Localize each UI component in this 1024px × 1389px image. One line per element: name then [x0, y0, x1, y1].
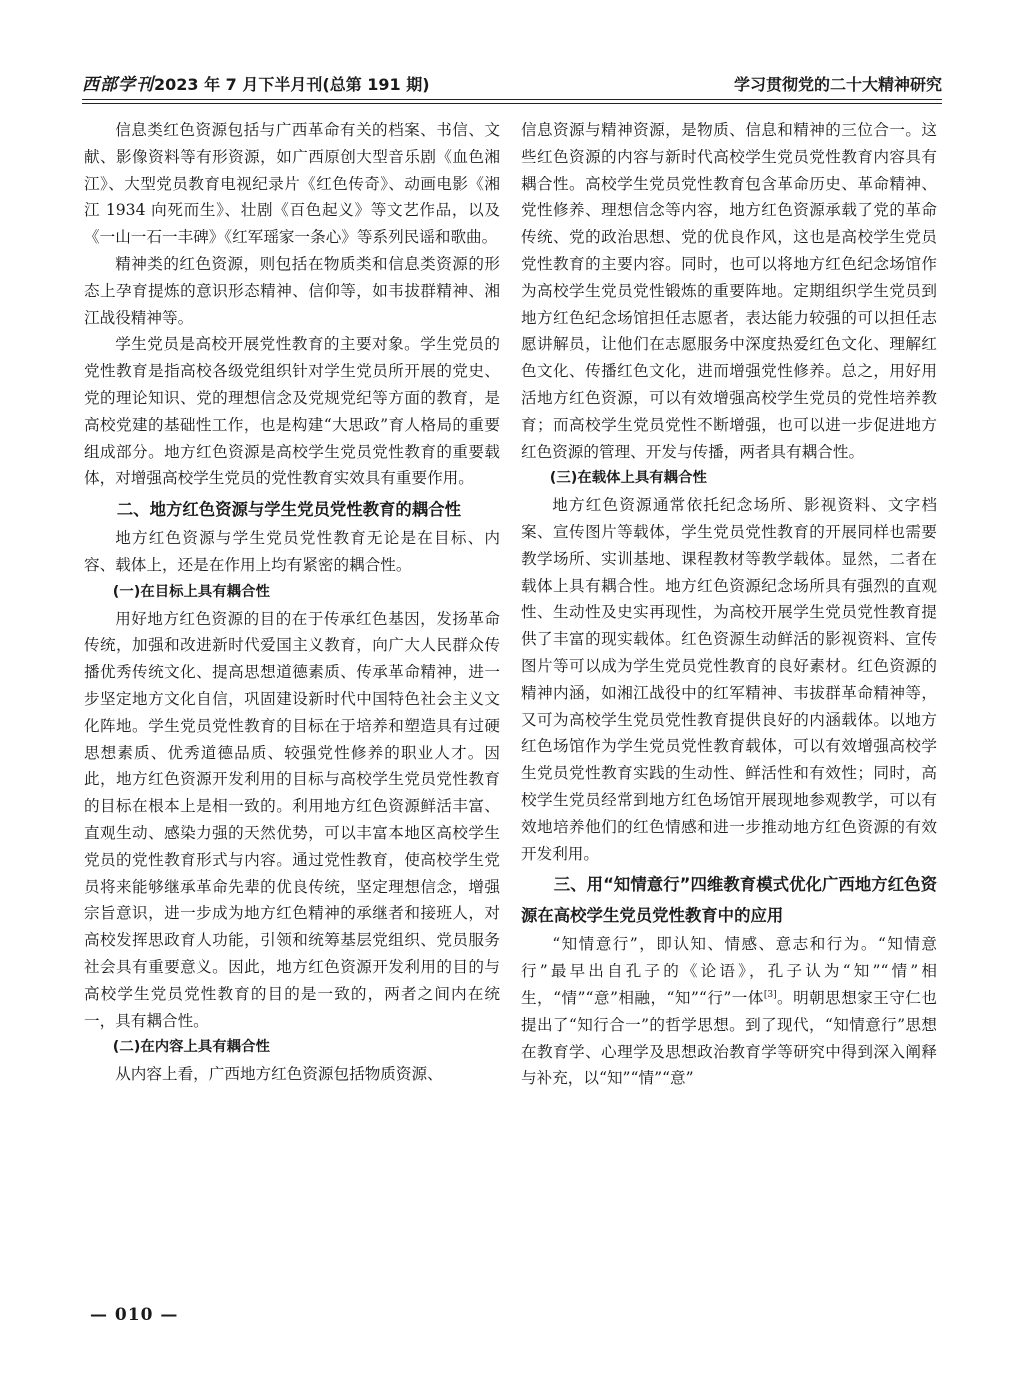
journal-logo: 西部学刊: [82, 75, 154, 95]
paragraph-text: “知情意行”，即认知、情感、意志和行为。“知情意行”最早出自孔子的《论语》，孔子认为“知”“情”相生，“情”“意”相融，“知”“行”一体: [521, 935, 937, 1007]
subsection-heading: (一)在目标上具有耦合性: [112, 583, 270, 600]
header-rule: [82, 99, 942, 100]
paragraph: 用好地方红色资源的目的在于传承红色基因，发扬革命传统，加强和改进新时代爱国主义教育，向广大人民群众传播优秀传统文化、提高思想道德素质、传承革命精神，进一步坚定地方文化自信，巩固建设新时代中国特色社会主义文化阵地。学生党员党性教育的目标在于培养和塑造具有过硬思想素质、优秀道德品质、较强党性修养的职业人才。因此，地方红色资源开发利用的目标与高校学生党员党性教育的目标在根本上是相一致的。利用地方红色资源鲜活丰富、直观生动、感染力强的天然优势，可以丰富本地区高校学生党员的党性教育形式与内容。通过党性教育，使高校学生党员将来能够继承革命先辈的优良传统，坚定理想信念，增强宗旨意识，进一步成为地方红色精神的承继者和接班人，对高校发挥思政育人功能，引领和统筹基层党组织、党员服务社会具有重要意义。因此，地方红色资源开发利用的目的与高校学生党员党性教育的目的是一致的，两者之间内在统一，具有耦合性。: [84, 609, 500, 1030]
section-heading: 三、用“知情意行”四维教育模式优化广西地方红色资源在高校学生党员党性教育中的应用: [521, 875, 937, 926]
header-rule-thin: [82, 103, 942, 104]
journal-issue-header: [82, 74, 430, 96]
paragraph: 地方红色资源通常依托纪念场所、影视资料、文字档案、宣传图片等载体，学生党员党性教育的开展同样也需要教学场所、实训基地、课程教材等教学载体。显然，二者在载体上具有耦合性。地方红色资源纪念场所具有强烈的直观性、生动性及史实再现性，为高校开展学生党员党性教育提供了丰富的现实载体。红色资源生动鲜活的影视资料、宣传图片等可以成为学生党员党性教育的良好素材。红色资源的精神内涵，如湘江战役中的红军精神、韦拔群革命精神等，又可为高校学生党员党性教育提供良好的内涵载体。以地方红色场馆作为学生党员党性教育载体，可以有效增强高校学生党员党性教育实践的生动性、鲜活性和有效性；同时，高校学生党员经常到地方红色场馆开展现地参观教学，可以有效地培养他们的红色情感和进一步推动地方红色资源的有效开发利用。: [521, 496, 937, 863]
section-heading: 二、地方红色资源与学生党员党性教育的耦合性: [116, 500, 461, 520]
paragraph: 从内容上看，广西地方红色资源包括物质资源、: [115, 1065, 443, 1084]
issue-info: 2023 年 7 月下半月刊(总第 191 期): [154, 75, 430, 94]
citation-ref[interactable]: [3]: [763, 989, 777, 1000]
section-title: 学习贯彻党的二十大精神研究: [733, 75, 942, 94]
subsection-heading: (二)在内容上具有耦合性: [112, 1039, 270, 1056]
paragraph: 信息资源与精神资源，是物质、信息和精神的三位合一。这些红色资源的内容与新时代高校学生党员党性教育内容具有耦合性。高校学生党员党性教育包含革命历史、革命精神、党性修养、理想信念等内容，地方红色资源承载了党的革命传统、党的政治思想、党的优良作风，这也是高校学生党员党性教育的主要内容。同时，也可以将地方红色纪念场馆作为高校学生党员党性锻炼的重要阵地。定期组织学生党员到地方红色纪念场馆担任志愿者，表达能力较强的可以担任志愿讲解员，让他们在志愿服务中深度热爱红色文化、理解红色文化、传播红色文化，进而增强党性修养。总之，用好用活地方红色资源，可以有效增强高校学生党员的党性培养教育；而高校学生党员党性不断增强，也可以进一步促进地方红色资源的管理、开发与传播，两者具有耦合性。: [521, 121, 937, 461]
paragraph: 精神类的红色资源，则包括在物质类和信息类资源的形态上孕育提炼的意识形态精神、信仰等，如韦拔群精神、湘江战役精神等。: [84, 254, 500, 327]
paragraph-text: 。明朝思想家王守仁也提出了“知行合一”的哲学思想。到了现代，“知情意行”思想在教育学、心理学及思想政治教育学等研究中得到深入阐释与补充，以“知”“情”“意”: [521, 988, 937, 1088]
paragraph: 信息类红色资源包括与广西革命有关的档案、书信、文献、影像资料等有形资源，如广西原创大型音乐剧《血色湘江》、大型党员教育电视纪录片《红色传奇》、动画电影《湘江 1934 向死而生》、壮剧《百色起义》等文艺作品，以及《一山一石一丰碑》《红军瑶家一条心》等系列民谣和歌曲。: [84, 121, 500, 247]
subsection-heading: (三)在载体上具有耦合性: [549, 470, 707, 487]
paragraph: 地方红色资源与学生党员党性教育无论是在目标、内容、载体上，还是在作用上均有紧密的耦合性。: [84, 529, 500, 574]
left-column: [84, 117, 500, 1088]
page-number: — 010 —: [90, 1305, 179, 1325]
paragraph: 学生党员是高校开展党性教育的主要对象。学生党员的党性教育是指高校各级党组织针对学生党员所开展的党史、党的理论知识、党的理想信念及党规党纪等方面的教育，是高校党建的基础性工作，也是构建“大思政”育人格局的重要组成部分。地方红色资源是高校学生党员党性教育的重要载体，对增强高校学生党员的党性教育实效具有重要作用。: [84, 335, 500, 488]
right-column: [521, 117, 937, 1092]
paragraph: [521, 931, 937, 1092]
